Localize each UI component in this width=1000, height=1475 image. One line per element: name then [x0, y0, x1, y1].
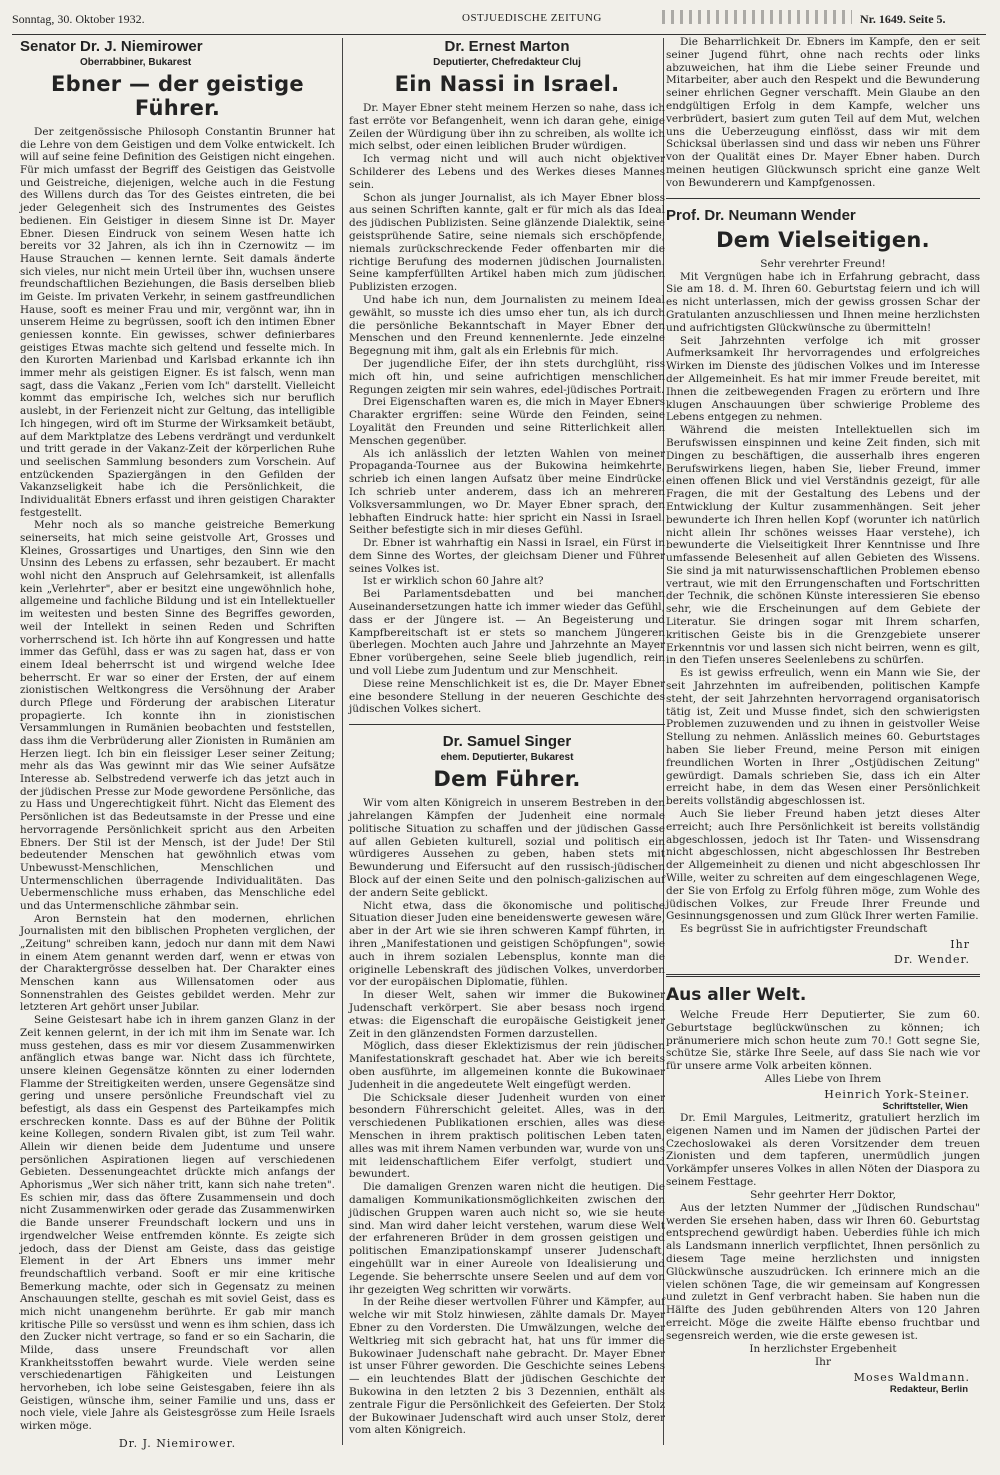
letter-closing: In herzlichster Ergebenheit: [749, 1342, 897, 1355]
letter-greeting: Alles Liebe von Ihrem: [764, 1072, 882, 1085]
article-body: [666, 1009, 980, 1073]
paragraph: Diese reine Menschlichkeit ist es, die Dr. Mayer Ebner eine besondere Stellung in der neueren Geschichte des jüdischen Volkes sichert.: [349, 677, 665, 716]
article-body: [20, 126, 335, 1433]
paragraph: In dieser Welt, sahen wir immer die Bukowiner Judenschaft verkörpert. Sie aber besass noch irgend etwas: die Eigenschaft die europäische Geistigkeit jener Zeit in den glänzendsten Formen darzustellen.: [349, 989, 665, 1040]
section-title: Aus aller Welt.: [666, 985, 807, 1005]
article-body: [666, 271, 980, 936]
masthead-ornament: [662, 10, 852, 24]
paragraph: Ich vermag nicht und will auch nicht objektiver Schilderer des Lebens und des Werkes dieses Mannes sein.: [349, 153, 665, 191]
article-byline: Senator Dr. J. Niemirower: [20, 38, 203, 55]
paragraph: Schon als junger Journalist, als ich Mayer Ebner bloss aus seinen Schriften kannte, galt er für mich als das Ideal des jüdischen Publizisten. Seine glänzende Dialektik, seine geistsprühende Satire, seine niemals sich erschöpfende, niemals zurückschreckende Feder offenbarten mir die richtige Berufung des modernen jüdischen Journalisten. Seine kampferfüllten Artikel haben mich zum jüdischen Publizisten erzogen.: [349, 191, 665, 294]
article-body: [349, 797, 665, 1437]
article-headline: Ein Nassi in Israel.: [394, 72, 620, 96]
author-role: Oberrabbiner, Bukarest: [80, 57, 192, 68]
article-body: [666, 1202, 980, 1343]
paragraph: Mit Vergnügen habe ich in Erfahrung gebracht, dass Sie am 18. d. M. Ihren 60. Geburtstag feiern und ich will es nicht unterlassen, mich der gewiss grossen Schar der Gratulanten anzuschliessen und Ihnen meine herzlichsten und aufrichtigsten Glückwünsche zu übermitteln!: [666, 270, 980, 334]
column-1: [20, 36, 335, 1451]
paragraph: Drei Eigenschaften waren es, die mich in Mayer Ebners Charakter ergriffen: seine Würde den Feinden, seine Loyalität den Freunden und seine Ritterlichkeit allen Menschen gegenüber.: [349, 396, 665, 447]
paragraph: Aus der letzten Nummer der „Jüdischen Rundschau" werden Sie ersehen haben, dass wir Ihren 60. Geburtstag entsprechend gewürdigt haben. Ueberdies fühle ich mich als Landsmann innerlich verpflichtet, Ihnen persönlich zu diesem Tage meine herzlichsten und innigsten Glückwünsche auszudrücken. Ich erinnere mich an die vielen schönen Tage, die wir gemeinsam auf Kongressen und zuletzt in Genf verbracht haben. Sie haben nun die Hälfte des Juden gebührenden Alters von 120 Jahren erreicht. Möge die zweite Hälfte ebenso fruchtbar und segensreich werden, wie die erste gewesen ist.: [666, 1201, 980, 1342]
paragraph: Dr. Ebner ist wahrhaftig ein Nassi in Israel, ein Fürst in dem Sinne des Wortes, der gleichsam Diener und Führer seines Volkes ist.: [349, 537, 665, 575]
paragraph: Auch Sie lieber Freund haben jetzt dieses Alter erreicht; auch Ihre Persönlichkeit ist bereits vollständig abgeschlossen, jedoch ist Ihr Taten- und Wissensdrang nicht abgeschlossen, nicht abgeschlossen Ihr Bestreben der Allgemeinheit zu dienen und nicht abgeschlossen Ihr Wille, weiter zu schreiten auf dem eingeschlagenen Wege, der Sie von Erfolg zu Erfolg führen möge, zum Wohle des jüdischen Volkes, zur Freude Ihrer Freunde und Gesinnungsgenossen und zum Glück Ihrer werten Familie.: [666, 808, 980, 923]
paragraph: Die damaligen Grenzen waren nicht die heutigen. Die damaligen Kommunikationsmöglichkeiten zwischen den jüdischen Gruppen waren auch nicht so, wie sie heute sind. Man wird daher leicht verstehen, warum diese Welt der erfahreneren Brüder in dem grossen geistigen und politischen Emanzipationskampf unserer Judenschaft, eingehüllt war in einer Aureole von Idealisierung und Legende. Sie beherrschte unsere Seelen und auf dem von ihr gezeigten Weg schritten wir vorwärts.: [349, 1181, 665, 1296]
paragraph: Als ich anlässlich der letzten Wahlen von meiner Propaganda-Tournee aus der Bukowina heimkehrte, schrieb ich einen langen Aufsatz über meine Eindrücke. Ich schrieb unter anderem, dass ich an mehreren Volksversammlungen, wo Dr. Mayer Ebner sprach, den lebhaften Eindruck hatte: hier spricht ein Nassi in Israel. Seither befestigte sich in mir dieses Gefühl.: [349, 447, 665, 537]
article-byline: Prof. Dr. Neumann Wender: [666, 206, 856, 224]
paragraph: Die Beharrlichkeit Dr. Ebners im Kampfe, den er seit seiner Jugend führt, ohne nach rechts oder links abzuweichen, hat ihm die Liebe seiner Freunde und Mitarbeiter, aber auch den Respekt und die Bewunderung seiner ehrlichen Gegner verschafft. Mein Glaube an den endgültigen Erfolg in dem Kampfe, welcher uns verbrüdert, basiert zum guten Teil auf dem Mut, welchen uns die Ueberzeugung einflösst, dass wir mit dem Schicksal überlassen sind und dass wir neben uns Führer von der Qualität eines Dr. Mayer Ebner haben. Durch meinen heutigen Glückwunsch spricht eine ganze Welt von Bewunderern und Kampfgenossen.: [666, 36, 980, 189]
article-signature: Moses Waldmann.: [853, 1370, 970, 1384]
paragraph: Seit Jahrzehnten verfolge ich mit grosser Aufmerksamkeit Ihr hervorragendes und erfolgreiches Wirken im Dienste des jüdischen Volkes und im Interesse der Allgemeinheit. Es hat mir immer Freude bereitet, mit Ihnen die zeitbewegenden Fragen zu erörtern und Ihre klugen Anschauungen über schwierige Probleme des Lebens entgegen zu nehmen.: [666, 334, 980, 424]
article-separator: [666, 198, 980, 199]
article-signature: Dr. Wender.: [894, 953, 970, 966]
letter-closing: Ihr: [815, 1355, 831, 1368]
column-rule: [342, 38, 343, 1445]
paragraph: Es ist gewiss erfreulich, wenn ein Mann wie Sie, der seit Jahrzehnten im aufreibenden, politischen Kampfe steht, der seit Jahrzehnten hervorragend organisatorisch tätig ist, Zeit und Musse findet, sich den schwierigsten Problemen zuzuwenden und zu ihnen in geistvoller Weise Stellung zu nehmen. Anlässlich meines 60. Geburtstages haben Sie lieber Freund, meine Person mit einigen freundlichen Worten in Ihrer „Ostjüdischen Zeitung" gewürdigt. Damals schrieben Sie, dass ich ein Alter erreicht habe, in dem das Wesen einer Persönlichkeit bereits vollständig abgeschlossen ist.: [666, 667, 980, 808]
letter-salutation: Sehr geehrter Herr Doktor,: [750, 1188, 896, 1201]
article-body: [349, 102, 665, 716]
paragraph: Ist er wirklich schon 60 Jahre alt?: [363, 575, 544, 588]
paragraph: Während die meisten Intellektuellen sich im Berufswissen einspinnen und keine Zeit finden, sich mit Dingen zu beschäftigen, die ausserhalb ihres engeren Berufswirkens liegen, haben Sie, lieber Freund, immer einen offenen Blick und viel Verständnis gezeigt, für alle Fragen, die mit der Gestaltung des Lebens und der Entwicklung der Kultur zusammenhängen. Seit jeher bewunderte ich Ihren hellen Kopf (worunter ich natürlich nicht allein Ihr schönes weisses Haar verstehe), ich bewunderte die Vielseitigkeit Ihrer Kenntnisse und Ihre umfassende Belesenheit auf allen Gebieten des Wissens. Sie sind ja mit naturwissenschaftlichen Problemen ebenso vertraut, wie mit den Errungenschaften und Fortschritten der Technik, die schönen Künste interessieren Sie ebenso sehr, wie die Erscheinungen auf dem Gebiete der Literatur. Sie dringen sogar mit Ihrem scharfen, kritischen Geiste bis in die Grenzgebiete unserer Erkenntnis vor und lassen sich nicht beirren, wenn es gilt, in den Tiefen unseres Seelenlebens zu schürfen.: [666, 424, 980, 667]
paragraph: Möglich, dass dieser Eklektizismus der rein jüdischen Manifestationskraft geschadet hat. Aber wie ich bereits oben ausführte, im allgemeinen konnte die Bukowinaer Judenheit in die angedeutete Welt eingefügt werden.: [349, 1040, 665, 1091]
author-role: ehem. Deputierter, Bukarest: [440, 752, 574, 764]
paragraph: Welche Freude Herr Deputierter, Sie zum 60. Geburtstage beglückwünschen zu können; ich pränumeriere mich schon heute zum 70.! Gott segne Sie, schütze Sie, stärke Ihre Seele, auf dass Sie nach wie vor für unsere arme Volk arbeiten können.: [666, 1009, 980, 1073]
paragraph: Bei Parlamentsdebatten und bei manchen Auseinandersetzungen hatte ich immer wieder das Gefühl, dass er der Jüngere ist. — An Begeisterung und Kampfbereitschaft ist er stets so manchem Jüngeren überlegen. Mochten auch Jahre und Jahrzehnte an Mayer Ebner vorübergehen, seine Seele blieb jugendlich, rein und voll Liebe zum Judentum und zur Menschheit.: [349, 588, 665, 678]
article-headline: Dem Führer.: [433, 767, 581, 792]
column-3: [666, 36, 980, 1451]
running-header: [12, 8, 986, 35]
paragraph: In der Reihe dieser wertvollen Führer und Kämpfer, auf welche wir mit Stolz hinwiesen, zählte damals Dr. Mayer Ebner zu den Vordersten. Die Umwälzungen, welche der Weltkrieg mit sich gebracht hat, hat uns für immer die Bukowinaer Judenschaft nahe gebracht. Dr. Mayer Ebner ist unser Führer geworden. Die Geschichte seines Lebens — ein leuchtendes Blatt der jüdischen Geschichte der Bukowina in den letzten 2 bis 3 Dezennien, enthält als zentrale Figur die Persönlichkeit des Gefeierten. Der Stolz der Bukowinaer Judenschaft wird auch unser Stolz, derer vom alten Königreich.: [349, 1296, 665, 1437]
article-separator: [349, 724, 665, 725]
letter-closing: Ihr: [950, 938, 970, 951]
paragraph: Wir vom alten Königreich in unserem Bestreben in den jahrelangen Kämpfen der Judenheit eine normale politische Situation zu schaffen und der jüdischen Gasse auf allen Gebieten kulturell, sozial und politisch ein würdigeres Aussehen zu geben, haben stets mit Bewunderung und Eifersucht auf den russisch-jüdischen Block auf der einen Seite und den polnisch-galizischen auf der andern Seite geblickt.: [349, 797, 665, 899]
issue-number: Nr. 1649. Seite 5.: [860, 12, 946, 26]
article-headline: Ebner — der geistige Führer.: [51, 72, 304, 120]
article-headline: Dem Vielseitigen.: [716, 227, 930, 252]
paragraph: Es begrüsst Sie in aufrichtigster Freundschaft: [680, 923, 928, 936]
section-separator: [666, 974, 980, 977]
paragraph: Die Schicksale dieser Judenheit wurden von einer besondern Führerschicht geleitet. Alles, was in den verschiedenen Publikationen erschien, alles was diese Menschen in ihrem praktisch politischen Leben taten, alles was mit ihrem Namen verbunden war, wurde von uns mit leidenschaftlichem Eifer verfolgt, studiert und bewundert.: [349, 1091, 665, 1181]
column-2: [349, 36, 665, 1451]
author-role: Schriftsteller, Wien: [882, 1100, 968, 1112]
paragraph: Aron Bernstein hat den modernen, ehrlichen Journalisten mit den biblischen Propheten verglichen, der „Zeitung" schreiben kann, jedoch nur dann mit dem Nawi in einem Atem genannt werden darf, wenn er etwas von der Charaktergrösse desselben hat. Der Charakter eines Menschen kann aus Willensatomen oder aus Sonnenstrahlen des Geistes gebildet werden. Mehr zur letzteren Art gehört unser Jubilar.: [20, 912, 335, 1014]
article-byline: Dr. Samuel Singer: [442, 733, 572, 751]
author-role: Redakteur, Berlin: [889, 1383, 968, 1395]
paragraph: Mehr noch als so manche geistreiche Bemerkung seinerseits, hat mich seine geistvolle Art, Grosses und Kleines, Grossartiges und Unartiges, den Sinn wie den Unsinn des Lebens zu erfassen, sehr bezaubert. Er macht wohl nicht den Anspruch auf Gelehrsamkeit, ist allenfalls kein „Verlehrter", aber er besitzt eine ungewöhnlich hohe, allgemeine und fachliche Bildung und ist ein Intellektueller im weitesten und besten Sinne des Begriffes geworden, weil der Intellekt in seinen Reden und Schriften vorherrschend ist. Ich hörte ihn auf Kongressen und hatte immer das Gefühl, dass er was zu sagen hat, dass er von einem Ideal beherrscht ist und wirgend welche Idee beherrscht. Er war so einer der Ersten, der auf einem zionistischen Weltkongress die Versöhnung der Araber durch Pflege und Förderung der arabischen Literatur propagierte. Ich konnte ihn in zionistischen Versammlungen in Rumänien beobachten und feststellen, dass ihm die Verbrüderung aller Zionisten in Rumänien am Herzen liegt. Ich bin ein fleissiger Leser seiner Zeitung; mehr als das Was gewinnt mir das Wie seiner Aufsätze Interesse ab. Selbstredend verwerfe ich das jetzt auch in der jüdischen Presse zur Mode gewordene Persönliche, das zu Hass und Ungerechtigkeit führt. Nicht das Element des Persönlichen ist das Bedeutsamste in der Presse und eine hervorragende Persönlichkeit spricht aus den Arbeiten Ebners. Der Stil ist der Mensch, ist der Jude! Der Stil bedeutender Menschen hat gewöhnlich etwas vom Unbewusst-Menschlichen, Menschlichen und Untermenschlichen überragende Individualitäten. Das Uebermenschliche muss erhaben, das Menschliche edel und das Untermenschliche zähmbar sein.: [20, 519, 335, 912]
article-continuation: [666, 36, 980, 190]
paragraph: Dr. Emil Margules, Leitmeritz, gratuliert herzlich im eigenen Namen und im Namen der jüdischen Partei der Czechoslowakei als deren Vorsitzender dem treuen Zionisten und dem tapferen, unermüdlich jungen Vorkämpfer unseres Volkes in allen Nöten der Diaspora zu seinem Festtage.: [666, 1111, 980, 1188]
paragraph: Und habe ich nun, dem Journalisten zu meinem Ideal gewählt, so musste ich dies umso eher tun, als ich durch die persönliche Bekanntschaft in Mayer Ebner den Menschen und den Freund kennenlernte. Jede einzelne Begegnung mit ihm, galt als ein Erlebnis für mich.: [349, 293, 665, 358]
paragraph: Dr. Mayer Ebner steht meinem Herzen so nahe, dass ich fast erröte vor Befangenheit, wenn ich daran gehe, einige Zeilen der Würdigung über ihn zu schreiben, als wollte ich mich selbst, oder einen leiblichen Bruder würdigen.: [349, 102, 665, 153]
newspaper-name: OSTJUEDISCHE ZEITUNG: [462, 12, 602, 24]
paragraph: Der zeitgenössische Philosoph Constantin Brunner hat die Lehre von dem Geistigen und dem Volke entwickelt. Ich will auf seine feine Definition des Geistigen nicht eingehen. Für mich umfasst der Begriff des Geistigen das Geistvolle und Geistreiche, diejenigen, welche auch in die Festung des Willens durch das Tor des Geistes eintreten, die bei jeder Gelegenheit sich des Instrumentes des Geistes bedienen. Ein Geistiger in diesem Sinne ist Dr. Mayer Ebner. Diesen Eindruck von seinem Wesen hatte ich bereits vor 32 Jahren, als ich ihn in Czernowitz — im Hause Strauchen — kennen lernte. Seit damals änderte sich vieles, nur nicht mein Urteil über ihn, wuchsen unsere freundschaftlichen Beziehungen, die Basis derselben blieb im Geiste. Im privaten Verkehr, in seinem gastfreundlichen Hause, sooft es meiner Frau und mir, vergönnt war, ihn in unserem Heime zu begrüssen, sooft ich den intimen Ebner geniessen konnte. Ein gewisses, schwer definierbares geistiges Etwas machte sich geltend und fesselte mich. In den Kurorten Marienbad und Karlsbad erkannte ich ihn immer mehr als geistigen Eigner. Es ist falsch, wenn man sagt, dass die Vakanz „Ferien vom Ich" darstellt. Vielleicht kommt das empirische Ich, welches sich nur beruflich auslebt, in der Ferienzeit nicht zur Geltung, das intelligible Ich hingegen, wird oft im Sturme der Wirksamkeit betäubt, auf dem Marktplatze des Lebens verdrängt und verdunkelt und tritt gerade in der Vakanz-Zeit der körperlichen Ruhe und seelischen Sammlung besonders zum Vorschein. Auf entzückenden Spaziergängen in den Gefilden der Vakanzseligkeit habe ich die Persönlichkeit, die Individualität Ebners erfasst und ihren geistigen Charakter festgestellt.: [20, 126, 335, 519]
paragraph: Nicht etwa, dass die ökonomische und politische Situation dieser Juden eine beneidenswerte gewesen wäre, aber in der Art wie sie ihren schweren Kampf führten, in ihren „Manifestationen und geistigen Schöpfungen", sowie auch in ihrem sozialen Lebensplus, konnte man die originelle Lebenskraft des jüdischen Volkes, unverdorben vor der europäischen Diplomatie, fühlen.: [349, 899, 665, 989]
author-role: Deputierter, Chefredakteur Cluj: [433, 57, 581, 68]
article-signature: Heinrich York-Steiner.: [824, 1087, 970, 1101]
paragraph: Der jugendliche Eifer, der ihn stets durchglüht, riss mich oft hin, und seine aufrichtigen menschlichen Regungen zeigten mir sein wahres, edel-jüdisches Portrait.: [349, 357, 665, 396]
paragraph: Seine Geistesart habe ich in ihrem ganzen Glanz in der Zeit kennen gelernt, in der ich mit ihm im Senate war. Ich muss gestehen, dass es mir vor diesem Zusammenwirken anfänglich etwas bange war. Nicht dass ich fürchtete, unsere kleinen Gegensätze könnten zu einer lodernden Flamme der Streitigkeiten werden, unsere Gegensätze sind gering und unsere persönliche Freundschaft viel zu befestigt, als dass ein Gespenst des Parteikampfes mich erschrecken konnte. Dass es auf der Bühne der Politik keine Kollegen, sondern Rivalen gibt, ist zum Teil wahr. Allein wir dienen beide dem Judentume und unsere persönlichen Aspirationen liegen auf verschiedenen Gebieten. Dessenungeachtet drückte mich anfangs der Aphorismus „Wer sich näher tritt, kann sich nahe treten". Es schien mir, dass das öftere Zusammensein und doch nicht Zusammenwirken oder gerade das Zusammenwirken die Bande unserer Freundschaft lockern und uns in irgendwelcher Weise entfremden könnte. Es zeigte sich jedoch, dass der Dienst am Geiste, dass das geistige Element in der Art Ebners uns immer mehr freundschaftlich verband. Sooft er mir eine kritische Bemerkung machte, oder sich in Gegensatz zu meinen Anschauungen stellte, geschah es mit soviel Geist, dass es mich nicht unangenehm berührte. Er gab mir manch kritische Pille so versüsst und wenn es ihm schien, dass ich den Zucker nicht vertrage, so fand er so ein Sacharin, die Milde, dass unsere Freundschaft vor allen Krankheitsstoffen bewahrt wurde. Viele werden seine verschiedenartigen Fähigkeiten und Leistungen hervorheben, ich lobe seine Geistesgaben, feiere ihn als Geistigen, wünsche ihm, seiner Familie und uns, dass er noch viele, viele Jahre als Geistesgrösse zum Heile Israels wirken möge.: [20, 1014, 335, 1433]
article-body: [666, 1112, 980, 1189]
letter-salutation: Sehr verehrter Freund!: [760, 257, 886, 270]
article-byline: Dr. Ernest Marton: [444, 38, 570, 55]
issue-date: Sonntag, 30. Oktober 1932.: [12, 12, 145, 26]
article-signature: Dr. J. Niemirower.: [118, 1436, 237, 1450]
